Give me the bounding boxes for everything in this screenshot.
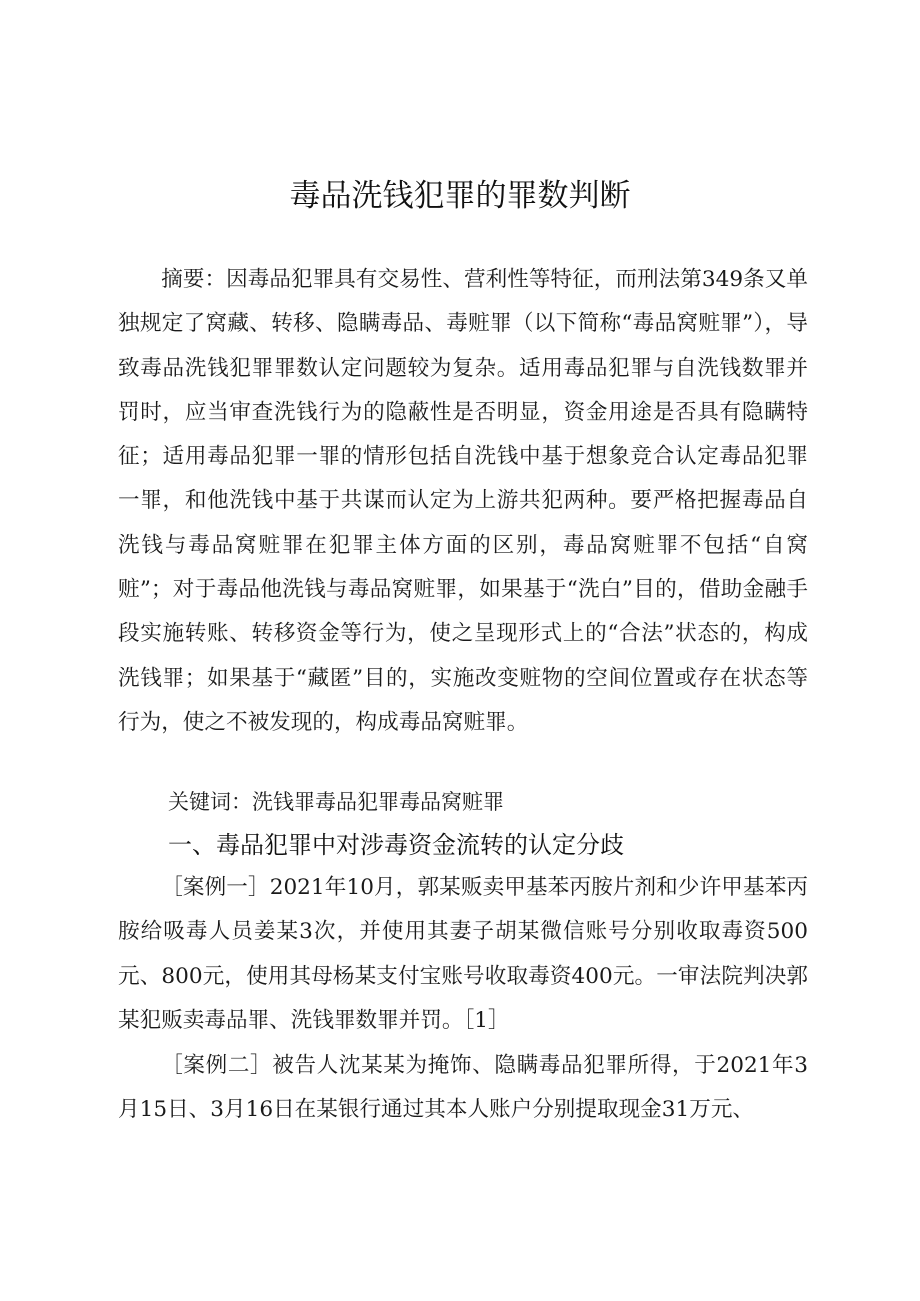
abstract-paragraph: 摘要：因毒品犯罪具有交易性、营利性等特征，而刑法第349条又单独规定了窝藏、转移、隐瞒毒品、毒赃罪（以下简称“毒品窝赃罪”），导致毒品洗钱犯罪罪数认定问题较为复杂。适用毒品犯罪与自洗钱数罪并罚时，应当审查洗钱行为的隐蔽性是否明显，资金用途是否具有隐瞒特征；适用毒品犯罪一罪的情形包括自洗钱中基于想象竞合认定毒品犯罪一罪，和他洗钱中基于共谋而认定为上游共犯两种。要严格把握毒品自洗钱与毒品窝赃罪在犯罪主体方面的区别，毒品窝赃罪不包括“自窝赃”；对于毒品他洗钱与毒品窝赃罪，如果基于“洗白”目的，借助金融手段实施转账、转移资金等行为，使之呈现形式上的“合法”状态的，构成洗钱罪；如果基于“藏匿”目的，实施改变赃物的空间位置或存在状态等行为，使之不被发现的，构成毒品窝赃罪。	[118, 267, 808, 735]
case-one-paragraph: ［案例一］2021年10月，郭某贩卖甲基苯丙胺片剂和少许甲基苯丙胺给吸毒人员姜某3次，并使用其妻子胡某微信账号分别收取毒资500元、800元，使用其母杨某支付宝账号收取毒资400元。一审法院判决郭某犯贩卖毒品罪、洗钱罪数罪并罚。［1］	[118, 875, 808, 1033]
document-title: 毒品洗钱犯罪的罪数判断	[289, 178, 631, 214]
case-two-paragraph: ［案例二］被告人沈某某为掩饰、隐瞒毒品犯罪所得，于2021年3月15日、3月16日在某银行通过其本人账户分别提取现金31万元、	[118, 1053, 808, 1123]
keywords-line: 关键词：洗钱罪毒品犯罪毒品窝赃罪	[168, 790, 504, 814]
section-heading: 一、毒品犯罪中对涉毒资金流转的认定分歧	[168, 831, 624, 859]
